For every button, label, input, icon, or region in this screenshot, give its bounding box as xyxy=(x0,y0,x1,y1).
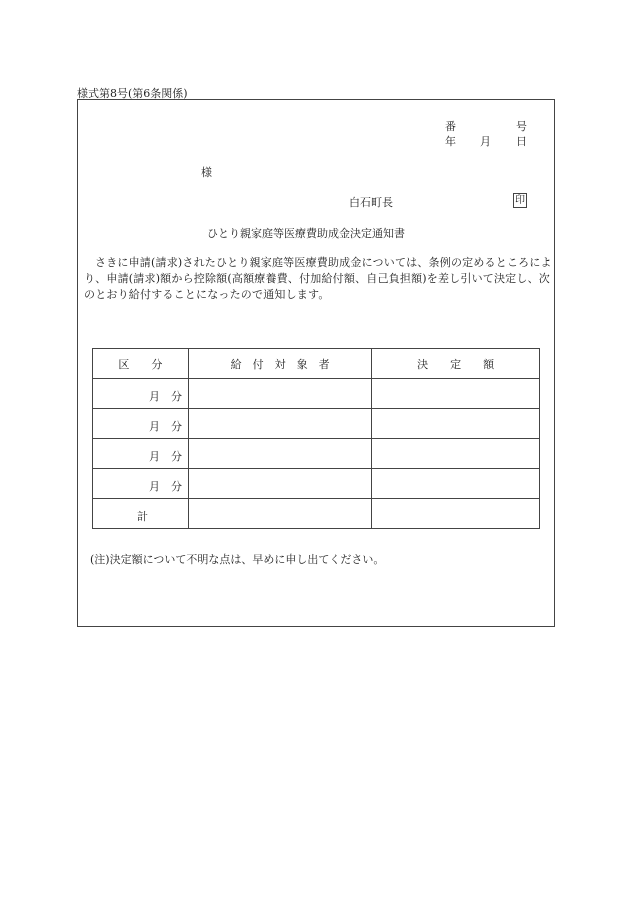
month-label: 月 xyxy=(149,450,160,463)
table-row xyxy=(93,439,540,469)
amount-cell xyxy=(372,439,540,469)
amount-cell xyxy=(372,469,540,499)
number-prefix: 番 xyxy=(445,120,456,133)
amount-cell xyxy=(372,409,540,439)
header-beneficiary: 給 付 対 象 者 xyxy=(188,349,372,379)
beneficiary-cell xyxy=(188,439,372,469)
beneficiary-cell xyxy=(188,469,372,499)
bun-label: 分 xyxy=(171,390,182,403)
amount-total-cell xyxy=(372,499,540,529)
notice-body: さきに申請(請求)されたひとり親家庭等医療費助成金については、条例の定めるところにより、申請(請求)額から控除額(高額療養費、付加給付額、自己負担額)を差し引いて決定し、次のとおり給付することになったので通知します。 xyxy=(84,256,552,301)
month-cell xyxy=(93,409,189,439)
header-amount: 決 定 額 xyxy=(372,349,540,379)
date-year: 年 xyxy=(445,135,456,148)
month-label: 月 xyxy=(149,390,160,403)
header-category: 区 分 xyxy=(93,349,189,379)
month-label: 月 xyxy=(149,480,160,493)
bun-label: 分 xyxy=(171,480,182,493)
date-month: 月 xyxy=(480,135,491,148)
total-label: 計 xyxy=(137,510,148,523)
table-row xyxy=(93,409,540,439)
document-title: ひとり親家庭等医療費助成金決定通知書 xyxy=(207,227,405,240)
beneficiary-cell xyxy=(188,409,372,439)
table-header-row xyxy=(93,349,540,379)
month-cell xyxy=(93,439,189,469)
table-row xyxy=(93,379,540,409)
month-label: 月 xyxy=(149,420,160,433)
footnote: (注)決定額について不明な点は、早めに申し出てください。 xyxy=(90,553,385,566)
date-day: 日 xyxy=(516,135,527,148)
bun-label: 分 xyxy=(171,450,182,463)
form-number-label: 様式第8号(第6条関係) xyxy=(77,87,188,100)
beneficiary-cell xyxy=(188,379,372,409)
month-cell xyxy=(93,469,189,499)
total-cell xyxy=(93,499,189,529)
table-total-row xyxy=(93,499,540,529)
sender-name: 白石町長 xyxy=(349,196,393,209)
table-row xyxy=(93,469,540,499)
bun-label: 分 xyxy=(171,420,182,433)
beneficiary-total-cell xyxy=(188,499,372,529)
amount-cell xyxy=(372,379,540,409)
seal-stamp: 印 xyxy=(515,195,525,206)
month-cell xyxy=(93,379,189,409)
decision-table xyxy=(92,348,540,529)
number-suffix: 号 xyxy=(516,120,527,133)
addressee-suffix: 様 xyxy=(201,166,212,179)
